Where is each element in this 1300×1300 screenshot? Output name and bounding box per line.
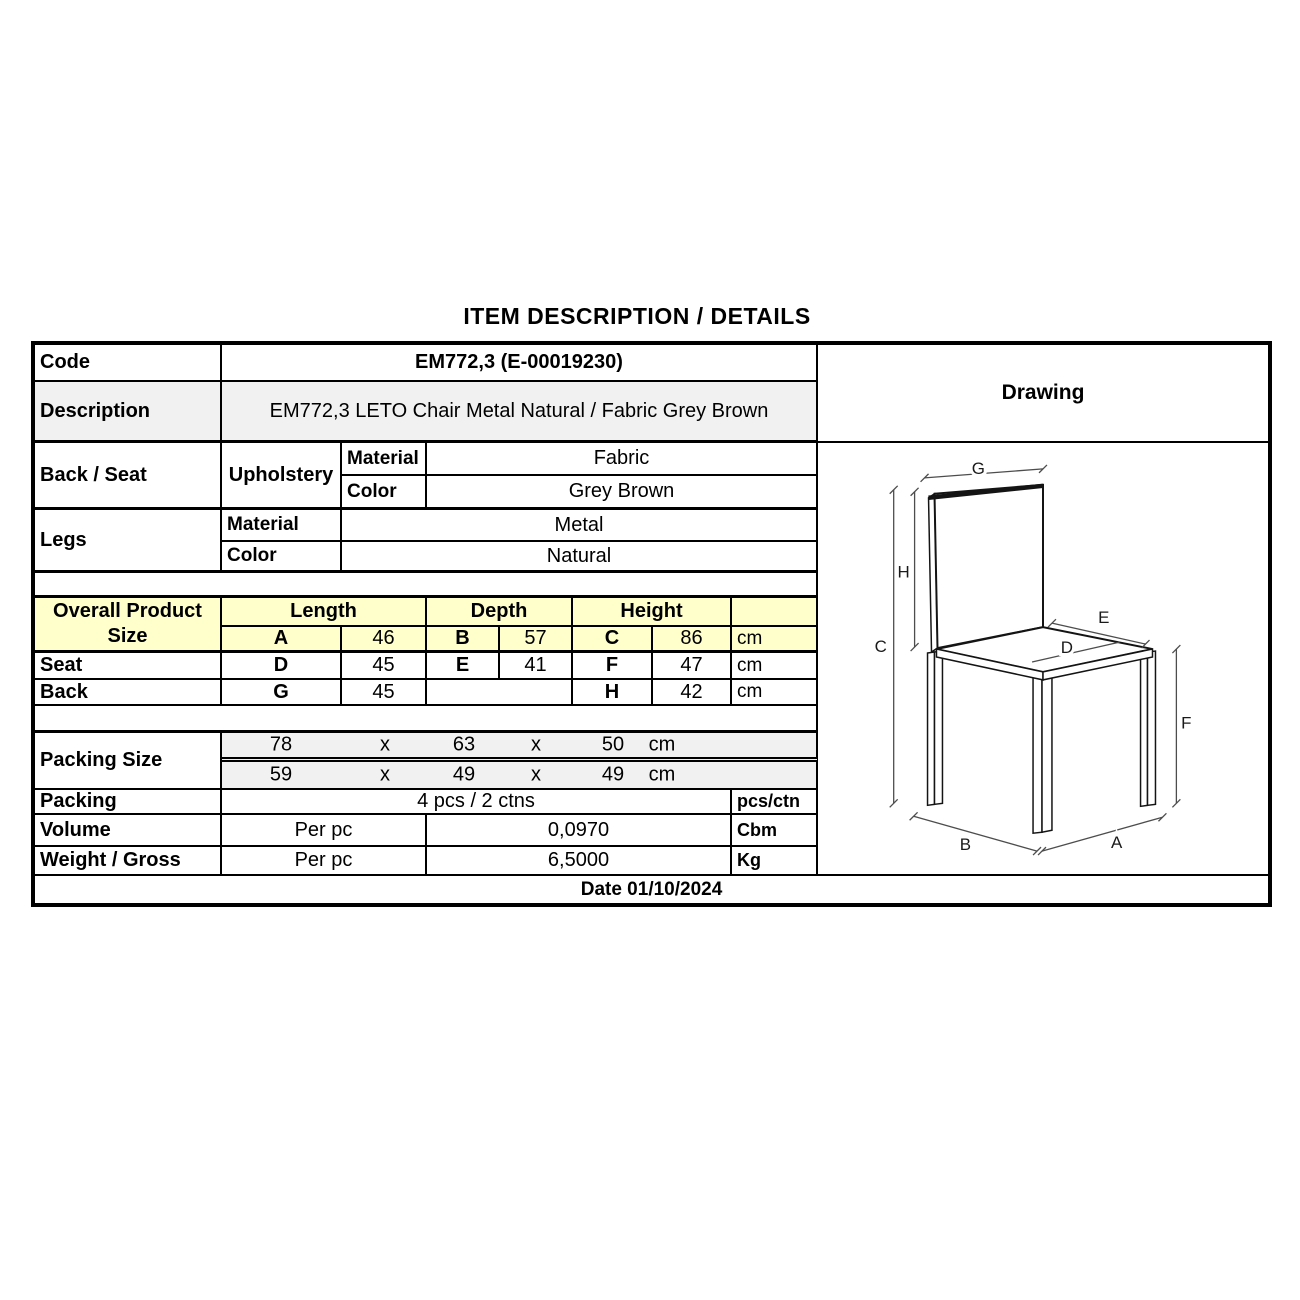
packing-size-row-1 — [222, 733, 818, 762]
pack1-x1: x — [380, 733, 390, 756]
description-value: EM772,3 LETO Chair Metal Natural / Fabric Grey Brown — [222, 382, 818, 443]
pack2-height: 49 — [601, 763, 625, 786]
date-row: Date 01/10/2024 — [35, 876, 1268, 903]
packing-size-row-2 — [222, 762, 818, 790]
code-label: Code — [35, 345, 222, 382]
description-label: Description — [35, 382, 222, 443]
packing-size-label: Packing Size — [35, 733, 222, 790]
back-val-g: 45 — [342, 680, 427, 706]
upholstery-label: Upholstery — [222, 443, 342, 510]
seat-row-label: Seat — [35, 653, 222, 680]
size-val-c: 86 — [653, 627, 732, 653]
seat-dim-d: D — [222, 653, 342, 680]
weight-value: 6,5000 — [427, 847, 732, 876]
pack1-length: 78 — [269, 733, 293, 756]
weight-unit: Kg — [732, 847, 818, 876]
packing-unit: pcs/ctn — [732, 790, 818, 815]
spacer-row-2 — [35, 706, 818, 733]
dim-label-h: H — [897, 562, 910, 582]
pack2-unit: cm — [648, 763, 676, 786]
seat-dim-f: F — [573, 653, 653, 680]
bs-color-value: Grey Brown — [427, 476, 818, 510]
pack2-depth: 49 — [452, 763, 476, 786]
dim-label-e: E — [1098, 608, 1110, 628]
drawing-header: Drawing — [818, 345, 1268, 443]
volume-per: Per pc — [222, 815, 427, 847]
size-dim-c: C — [573, 627, 653, 653]
size-dim-b: B — [427, 627, 500, 653]
pack1-x2: x — [531, 733, 541, 756]
size-unit-2: cm — [732, 653, 818, 680]
size-length-header: Length — [222, 598, 427, 627]
bs-color-label: Color — [342, 476, 427, 510]
drawing-cell — [818, 443, 1268, 876]
spec-table — [35, 345, 1268, 903]
pack1-height: 50 — [601, 733, 625, 756]
bs-material-value: Fabric — [427, 443, 818, 476]
seat-val-e: 41 — [500, 653, 573, 680]
back-val-h: 42 — [653, 680, 732, 706]
spacer-row-1 — [35, 573, 818, 598]
pack2-x1: x — [380, 763, 390, 786]
pack1-depth: 63 — [452, 733, 476, 756]
legs-material-value: Metal — [342, 510, 818, 542]
size-height-header: Height — [573, 598, 732, 627]
seat-val-f: 47 — [653, 653, 732, 680]
dim-label-d: D — [1060, 638, 1073, 658]
size-dim-a: A — [222, 627, 342, 653]
back-seat-label: Back / Seat — [35, 443, 222, 510]
dim-label-b: B — [959, 835, 972, 855]
volume-unit: Cbm — [732, 815, 818, 847]
legs-label: Legs — [35, 510, 222, 573]
weight-per: Per pc — [222, 847, 427, 876]
pack2-length: 59 — [269, 763, 293, 786]
volume-value: 0,0970 — [427, 815, 732, 847]
back-dim-h: H — [573, 680, 653, 706]
back-dim-g: G — [222, 680, 342, 706]
dim-label-a: A — [1111, 833, 1123, 853]
pack1-unit: cm — [648, 733, 676, 756]
dim-label-g: G — [971, 458, 985, 478]
size-val-a: 46 — [342, 627, 427, 653]
weight-label: Weight / Gross — [35, 847, 222, 876]
seat-val-d: 45 — [342, 653, 427, 680]
chair-outline — [928, 485, 1156, 833]
chair-technical-drawing — [818, 443, 1268, 874]
size-label: Overall Product Size — [35, 598, 222, 653]
packing-value: 4 pcs / 2 ctns — [222, 790, 732, 815]
code-value: EM772,3 (E-00019230) — [222, 345, 818, 382]
legs-material-label: Material — [222, 510, 342, 542]
dim-label-f: F — [1181, 713, 1192, 733]
back-row-label: Back — [35, 680, 222, 706]
volume-label: Volume — [35, 815, 222, 847]
dim-label-c: C — [874, 637, 887, 657]
back-empty-cell — [427, 680, 573, 706]
size-unit-3: cm — [732, 680, 818, 706]
bs-material-label: Material — [342, 443, 427, 476]
size-unit-header — [732, 598, 818, 627]
size-val-b: 57 — [500, 627, 573, 653]
size-unit-1: cm — [732, 627, 818, 653]
size-depth-header: Depth — [427, 598, 573, 627]
pack2-x2: x — [531, 763, 541, 786]
packing-label: Packing — [35, 790, 222, 815]
page-title: ITEM DESCRIPTION / DETAILS — [463, 303, 811, 329]
legs-color-label: Color — [222, 542, 342, 573]
legs-color-value: Natural — [342, 542, 818, 573]
seat-dim-e: E — [427, 653, 500, 680]
